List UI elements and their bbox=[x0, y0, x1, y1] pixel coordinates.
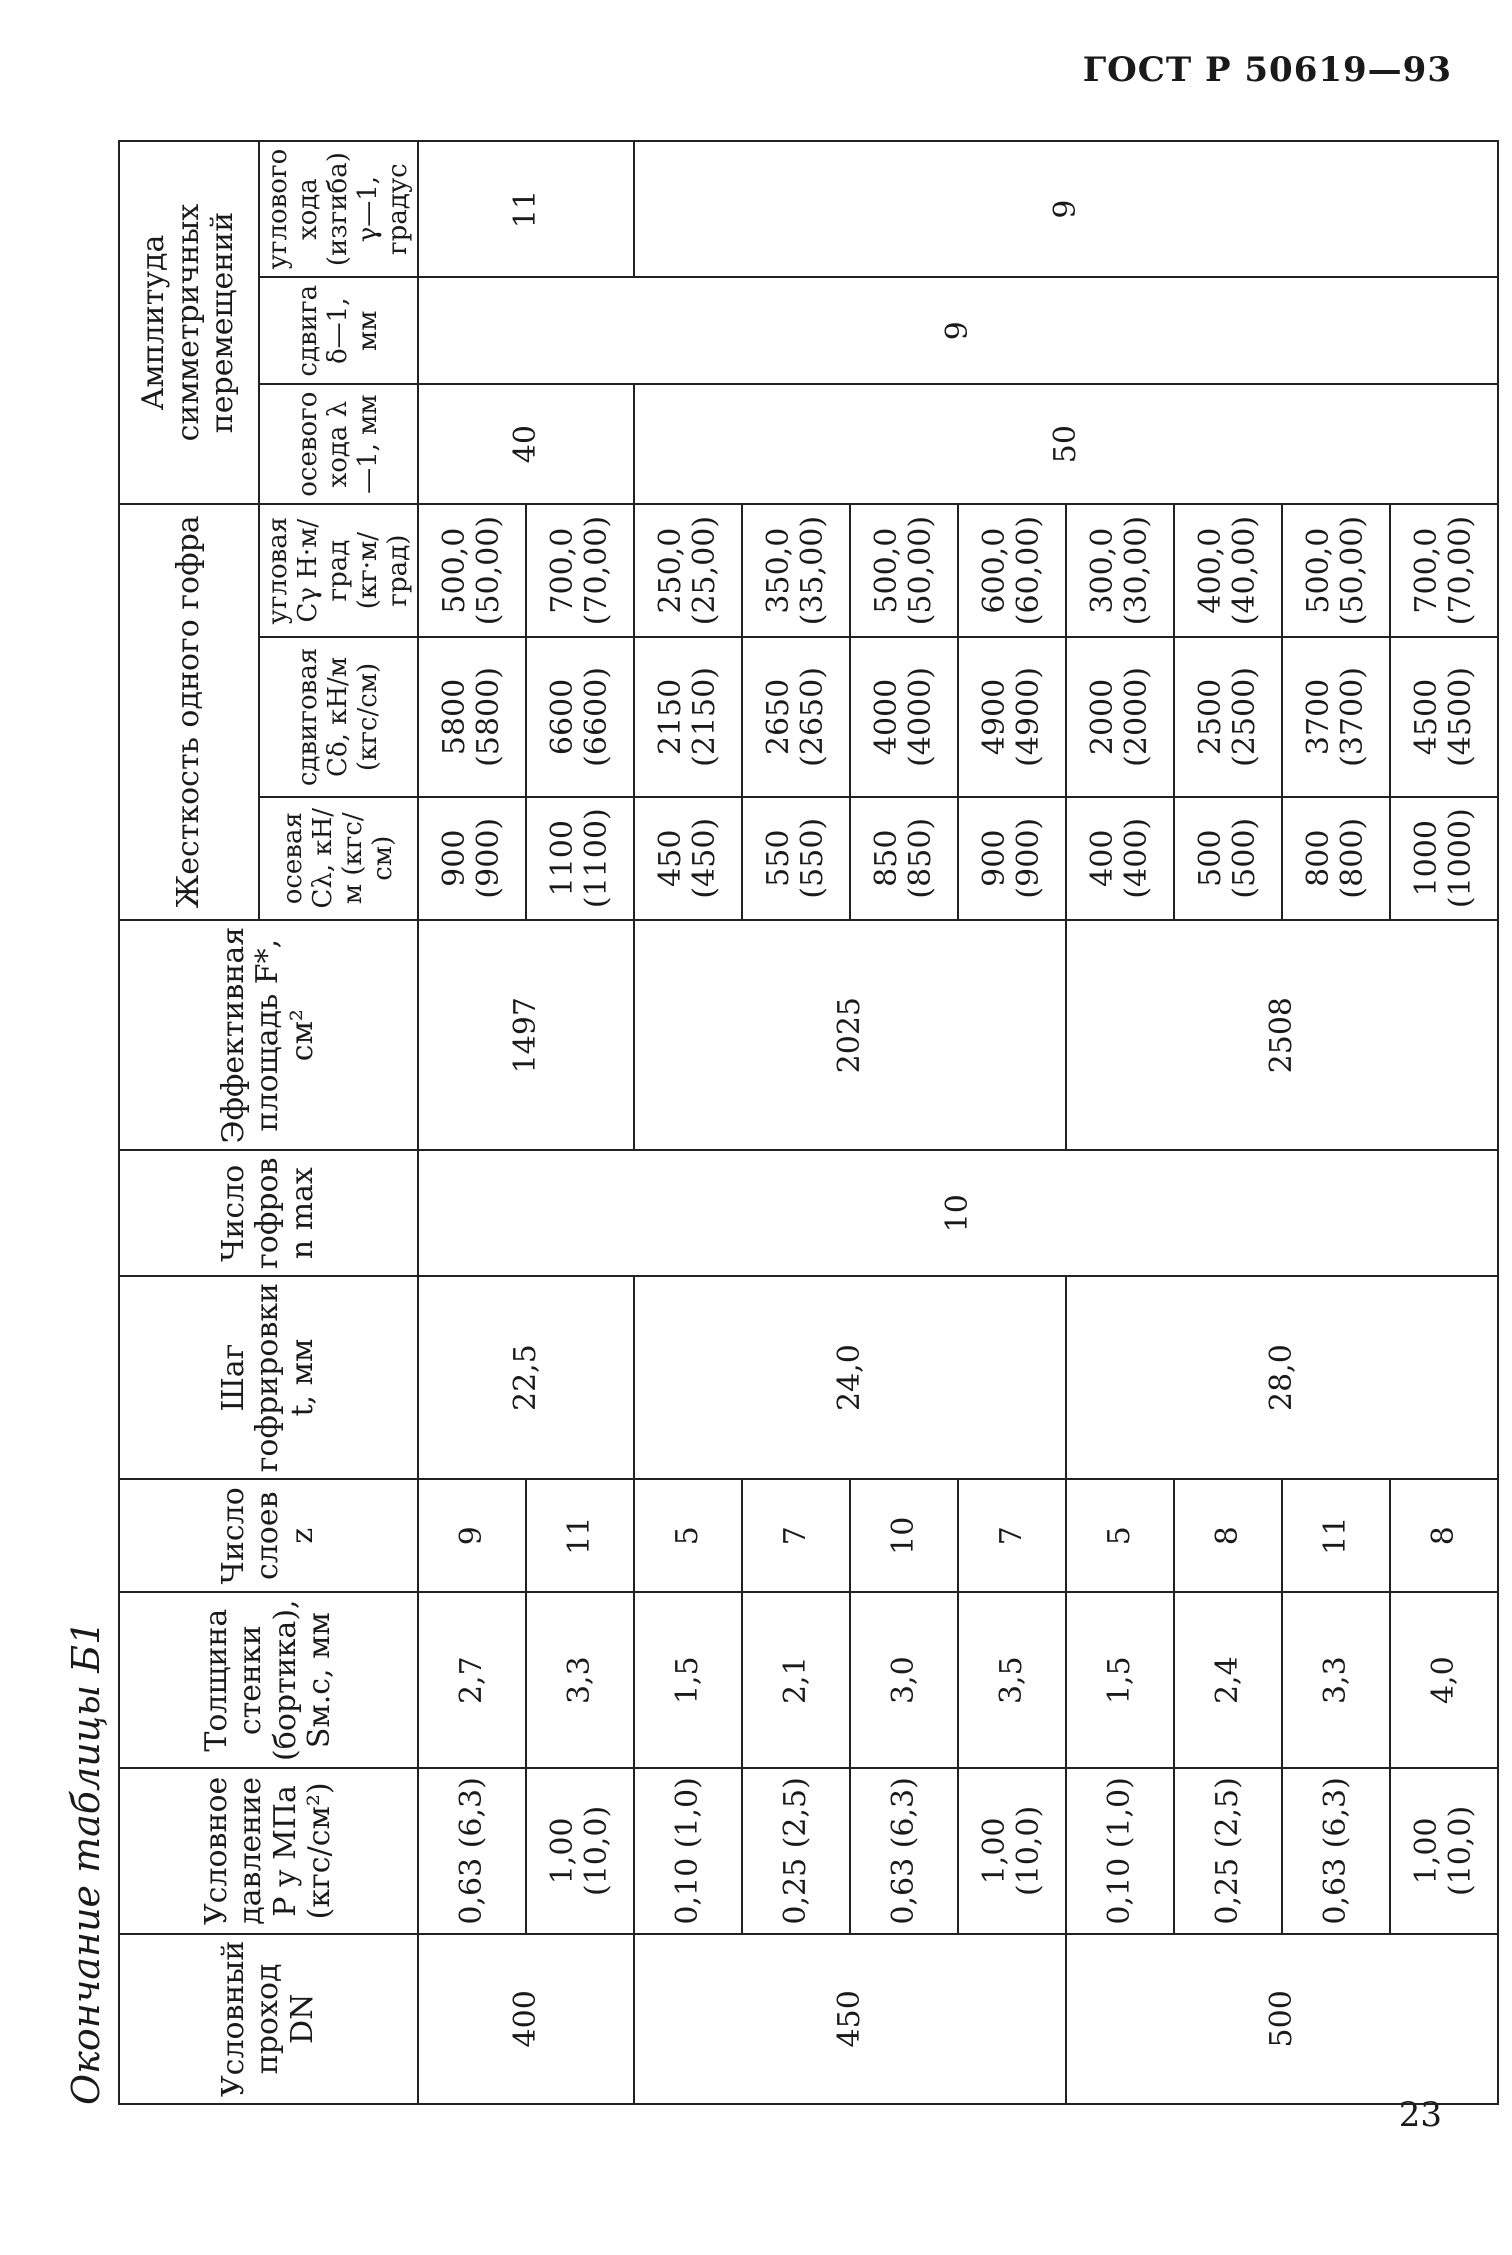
layers-cell: 5 bbox=[1066, 1479, 1174, 1592]
layers-cell: 11 bbox=[1282, 1479, 1390, 1592]
amp-axial-cell: 40 bbox=[418, 384, 634, 504]
wall-cell: 3,3 bbox=[526, 1592, 634, 1768]
amp-shear-cell: 9 bbox=[418, 277, 1498, 384]
col-stiffness-angular: угловая Cγ Н·м/град (кг·м/град) bbox=[259, 504, 418, 637]
stiffness-axial-cell: 800 (800) bbox=[1282, 797, 1390, 920]
stiffness-angular-cell: 300,0 (30,00) bbox=[1066, 504, 1174, 637]
stiffness-angular-cell: 500,0 (50,00) bbox=[418, 504, 526, 637]
wall-cell: 2,7 bbox=[418, 1592, 526, 1768]
table-caption: Окончание таблицы Б1 bbox=[64, 1620, 108, 2105]
col-stiffness-axial: осевая Cλ, кН/м (кгс/см) bbox=[259, 797, 418, 920]
layers-cell: 11 bbox=[526, 1479, 634, 1592]
area-cell: 2025 bbox=[634, 920, 1066, 1151]
layers-cell: 7 bbox=[958, 1479, 1066, 1592]
layers-cell: 7 bbox=[742, 1479, 850, 1592]
col-corrugations: Число гофров n max bbox=[119, 1151, 418, 1276]
stiffness-shear-cell: 2650 (2650) bbox=[742, 637, 850, 796]
stiffness-axial-cell: 550 (550) bbox=[742, 797, 850, 920]
stiffness-shear-cell: 2500 (2500) bbox=[1174, 637, 1282, 796]
layers-cell: 9 bbox=[418, 1479, 526, 1592]
wall-cell: 2,1 bbox=[742, 1592, 850, 1768]
table-row bbox=[418, 141, 526, 2104]
stiffness-angular-cell: 250,0 (25,00) bbox=[634, 504, 742, 637]
stiffness-shear-cell: 4900 (4900) bbox=[958, 637, 1066, 796]
stiffness-axial-cell: 1100 (1100) bbox=[526, 797, 634, 920]
pressure-cell: 0,63 (6,3) bbox=[1282, 1768, 1390, 1934]
col-pitch: Шаг гофрировки t, мм bbox=[119, 1276, 418, 1479]
stiffness-axial-cell: 400 (400) bbox=[1066, 797, 1174, 920]
stiffness-shear-cell: 4500 (4500) bbox=[1390, 637, 1498, 796]
layers-cell: 5 bbox=[634, 1479, 742, 1592]
dn-cell: 500 bbox=[1066, 1934, 1498, 2104]
stiffness-axial-cell: 450 (450) bbox=[634, 797, 742, 920]
stiffness-angular-cell: 400,0 (40,00) bbox=[1174, 504, 1282, 637]
stiffness-axial-cell: 500 (500) bbox=[1174, 797, 1282, 920]
stiffness-shear-cell: 5800 (5800) bbox=[418, 637, 526, 796]
wall-cell: 3,5 bbox=[958, 1592, 1066, 1768]
layers-cell: 8 bbox=[1174, 1479, 1282, 1592]
col-stiffness-shear: сдвиговая Cδ, кН/м (кгс/см) bbox=[259, 637, 418, 796]
amp-angular-cell: 11 bbox=[418, 141, 634, 277]
stiffness-axial-cell: 900 (900) bbox=[418, 797, 526, 920]
pressure-cell: 0,25 (2,5) bbox=[1174, 1768, 1282, 1934]
pressure-cell: 1,00 (10,0) bbox=[958, 1768, 1066, 1934]
pressure-cell: 0,25 (2,5) bbox=[742, 1768, 850, 1934]
col-amplitude-group: Амплитуда симметричных перемещений bbox=[119, 141, 259, 504]
area-cell: 2508 bbox=[1066, 920, 1498, 1151]
area-cell: 1497 bbox=[418, 920, 634, 1151]
col-area: Эффективная площадь F*, см² bbox=[119, 920, 418, 1151]
stiffness-angular-cell: 500,0 (50,00) bbox=[850, 504, 958, 637]
layers-cell: 8 bbox=[1390, 1479, 1498, 1592]
col-amp-axial: осевого хода λ—1, мм bbox=[259, 384, 418, 504]
stiffness-shear-cell: 3700 (3700) bbox=[1282, 637, 1390, 796]
col-amp-shear: сдвига δ—1, мм bbox=[259, 277, 418, 384]
col-stiffness-group: Жесткость одного гофра bbox=[119, 504, 259, 920]
stiffness-axial-cell: 1000 (1000) bbox=[1390, 797, 1498, 920]
stiffness-angular-cell: 600,0 (60,00) bbox=[958, 504, 1066, 637]
pressure-cell: 0,63 (6,3) bbox=[850, 1768, 958, 1934]
dn-cell: 400 bbox=[418, 1934, 634, 2104]
pitch-cell: 28,0 bbox=[1066, 1276, 1498, 1479]
stiffness-angular-cell: 700,0 (70,00) bbox=[1390, 504, 1498, 637]
col-layers: Число слоев z bbox=[119, 1479, 418, 1592]
col-wall: Толщина стенки (бортика), Sм.с, мм bbox=[119, 1592, 418, 1768]
stiffness-shear-cell: 2150 (2150) bbox=[634, 637, 742, 796]
rotated-table-sheet bbox=[60, 140, 1479, 2105]
pitch-cell: 24,0 bbox=[634, 1276, 1066, 1479]
layers-cell: 10 bbox=[850, 1479, 958, 1592]
col-pressure: Условное давление P у МПа (кгс/см²) bbox=[119, 1768, 418, 1934]
wall-cell: 3,0 bbox=[850, 1592, 958, 1768]
dn-cell: 450 bbox=[634, 1934, 1066, 2104]
pressure-cell: 0,10 (1,0) bbox=[1066, 1768, 1174, 1934]
pressure-cell: 0,10 (1,0) bbox=[634, 1768, 742, 1934]
pressure-cell: 1,00 (10,0) bbox=[526, 1768, 634, 1934]
wall-cell: 4,0 bbox=[1390, 1592, 1498, 1768]
stiffness-angular-cell: 350,0 (35,00) bbox=[742, 504, 850, 637]
wall-cell: 1,5 bbox=[1066, 1592, 1174, 1768]
table-row bbox=[634, 141, 742, 2104]
amp-angular-cell: 9 bbox=[634, 141, 1498, 277]
corrugations-cell: 10 bbox=[418, 1151, 1498, 1276]
col-dn: Условный проход DN bbox=[119, 1934, 418, 2104]
data-table bbox=[118, 140, 1499, 2105]
stiffness-shear-cell: 6600 (6600) bbox=[526, 637, 634, 796]
header-row-1 bbox=[119, 141, 259, 2104]
stiffness-angular-cell: 700,0 (70,00) bbox=[526, 504, 634, 637]
stiffness-axial-cell: 850 (850) bbox=[850, 797, 958, 920]
wall-cell: 2,4 bbox=[1174, 1592, 1282, 1768]
stiffness-shear-cell: 2000 (2000) bbox=[1066, 637, 1174, 796]
stiffness-shear-cell: 4000 (4000) bbox=[850, 637, 958, 796]
pressure-cell: 0,63 (6,3) bbox=[418, 1768, 526, 1934]
wall-cell: 3,3 bbox=[1282, 1592, 1390, 1768]
document-code: ГОСТ Р 50619—93 bbox=[1082, 50, 1452, 90]
stiffness-axial-cell: 900 (900) bbox=[958, 797, 1066, 920]
pitch-cell: 22,5 bbox=[418, 1276, 634, 1479]
amp-axial-cell: 50 bbox=[634, 384, 1498, 504]
pressure-cell: 1,00 (10,0) bbox=[1390, 1768, 1498, 1934]
stiffness-angular-cell: 500,0 (50,00) bbox=[1282, 504, 1390, 637]
col-amp-angular: углового хода (изгиба) γ—1, градус bbox=[259, 141, 418, 277]
page-number: 23 bbox=[1398, 2095, 1442, 2135]
wall-cell: 1,5 bbox=[634, 1592, 742, 1768]
